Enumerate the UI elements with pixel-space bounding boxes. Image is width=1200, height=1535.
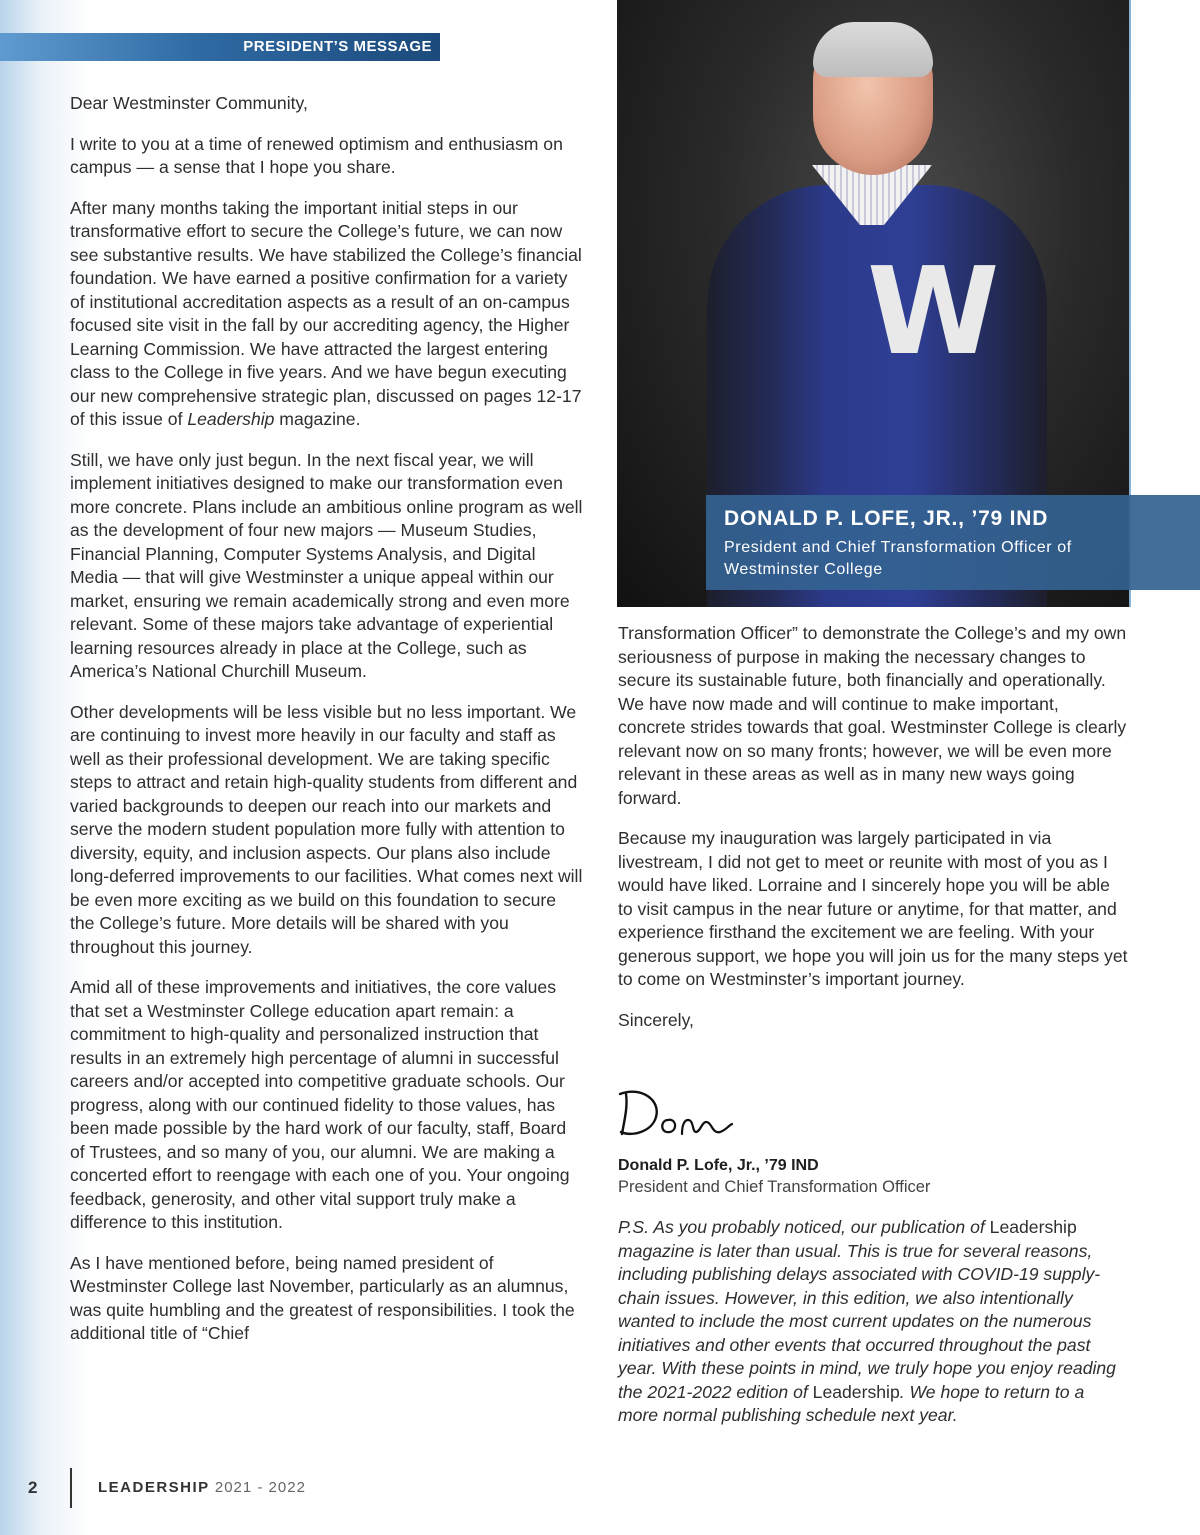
signer-title: President and Chief Transformation Officer bbox=[618, 1178, 931, 1196]
footer-years: 2021 - 2022 bbox=[214, 1479, 306, 1496]
signer-name: Donald P. Lofe, Jr., ’79 IND bbox=[618, 1157, 819, 1174]
footer-divider bbox=[70, 1468, 72, 1508]
postscript-text-2: magazine is later than usual. This is true for several reasons, including publishing delays associated with COVID-19 supply-chain issues. However, in this edition, we also intentionally wanted to include the most current updates on the numerous initiatives and other events that occurred throughout the past year. With these points in mind, we truly hope you enjoy reading the 2021-2022 edition of bbox=[618, 1240, 1116, 1402]
postscript-publication-2: Leadership bbox=[812, 1381, 900, 1402]
paragraph-6: As I have mentioned before, being named president of Westminster College last November, particularly as an alumnus, was quite humbling and the greatest of responsibilities. I took the additional title of “Chief bbox=[70, 1252, 575, 1343]
paragraph-4: Other developments will be less visible but no less important. We are continuing to invest more heavily in our faculty and staff as well as their professional development. We are taking specific steps to attract and retain high-quality students from different and varied backgrounds to deepen our reach into our markets and serve the modern student population more fully with attention to diversity, equity, and inclusion aspects. Our plans also include long-deferred improvements to our facilities. What comes next will be even more exciting as we build on this foundation to secure the College’s future. More details will be shared with you throughout this journey. bbox=[70, 701, 583, 957]
postscript-publication-1: Leadership bbox=[989, 1217, 1077, 1237]
portrait-hair bbox=[813, 22, 933, 77]
paragraph-1: I write to you at a time of renewed optimism and enthusiasm on campus — a sense that I hope you share. bbox=[70, 133, 563, 177]
paragraph-2 bbox=[70, 197, 585, 432]
postscript-text-1: P.S. As you probably noticed, our publication of bbox=[618, 1217, 990, 1237]
closing: Sincerely, bbox=[618, 1009, 694, 1030]
postscript-text-3: . We hope to return to a more normal publishing schedule next year. bbox=[618, 1381, 1085, 1425]
postscript bbox=[618, 1216, 1128, 1428]
paragraph-5: Amid all of these improvements and initiatives, the core values that set a Westminster College education apart remain: a commitment to high-quality and personalized instruction that results in an extremely high percentage of alumni in successful careers and/or accepted into competitive graduate schools. Our progress, along with our continued fidelity to those values, has been made possible by the hard work of our faculty, staff, Board of Trustees, and so many of you, our alumni. We are making a concerted effort to reengage with each one of you. Your ongoing feedback, generosity, and other vital support truly make a difference to this institution. bbox=[70, 977, 570, 1232]
handwritten-signature bbox=[616, 1082, 736, 1142]
footer-publication-name: LEADERSHIP bbox=[98, 1479, 210, 1496]
publication-name-italic: Leadership bbox=[187, 409, 275, 429]
section-header-bar bbox=[0, 33, 440, 61]
footer-publication bbox=[98, 1479, 306, 1496]
paragraph-2-end: magazine. bbox=[274, 409, 361, 429]
jacket-letter: W bbox=[867, 243, 1000, 382]
caption-name: DONALD P. LOFE, JR., ’79 IND bbox=[724, 507, 1049, 530]
letter-left-column bbox=[70, 92, 585, 1363]
salutation: Dear Westminster Community, bbox=[70, 93, 308, 113]
paragraph-2-text: After many months taking the important initial steps in our transformative effort to secure the College’s future, we can now see substantive results. We have stabilized the College’s financial foundation. We have earned a positive confirmation for a variety of institutional accreditation aspects as a result of an on-campus focused site visit in the fall by our accrediting agency, the Higher Learning Commission. We have attracted the largest entering class to the College in five years. And we have begun executing our new comprehensive strategic plan, discussed on pages 12-17 of this issue of bbox=[70, 197, 582, 429]
page-number: 2 bbox=[28, 1478, 38, 1497]
paragraph-8: Because my inauguration was largely participated in via livestream, I did not get to meet or reunite with most of you as I would have liked. Lorraine and I sincerely hope you will be able to visit campus in the near future or anytime, for that matter, and experience firsthand the excitement we are feeling. With your generous support, we hope you will join us for the many steps yet to come on Westminster’s important journey. bbox=[618, 828, 1128, 989]
caption-title: President and Chief Transformation Officer of Westminster College bbox=[724, 539, 1072, 578]
paragraph-3: Still, we have only just begun. In the next fiscal year, we will implement initiatives designed to make our transformation even more concrete. Plans include an ambitious online program as well as the development of four new majors — Museum Studies, Financial Planning, Computer Systems Analysis, and Digital Media — that will give Westminster a unique appeal within our market, ensuring we remain academically strong and even more relevant. Some of these majors take advantage of experiential learning resources already in place at the College, such as America’s National Churchill Museum. bbox=[70, 449, 583, 681]
letter-right-column bbox=[618, 622, 1128, 1049]
paragraph-7: Transformation Officer” to demonstrate the College’s and my own seriousness of purpose in making the necessary changes to secure its sustainable future, both financially and operationally. We have now made and will continue to make important, concrete strides towards that goal. Westminster College is clearly relevant now on so many fronts; however, we will be even more relevant in these areas as well as in many new ways going forward. bbox=[618, 623, 1127, 808]
section-title: PRESIDENT’S MESSAGE bbox=[243, 38, 432, 55]
photo-caption bbox=[706, 495, 1200, 590]
